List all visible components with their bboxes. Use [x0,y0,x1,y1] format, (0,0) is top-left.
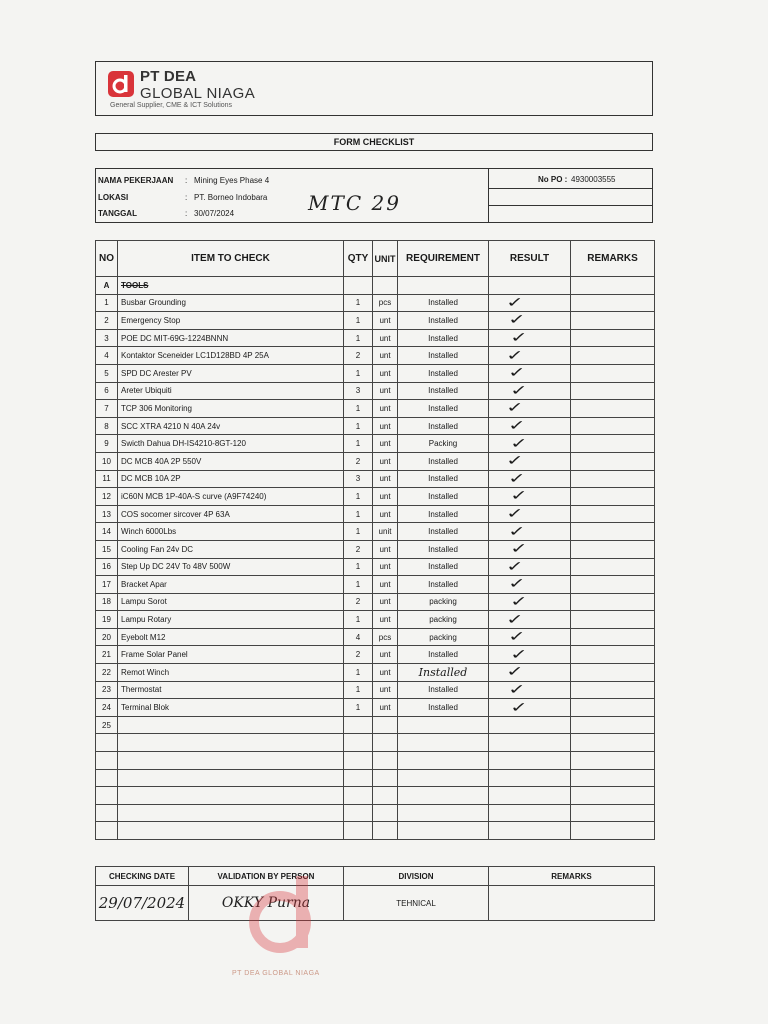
job-label: NAMA PEKERJAAN [98,176,174,185]
row-result [489,646,571,664]
row-qty: 1 [344,611,373,629]
row-result [489,664,571,682]
result-check-mark: ✓ [508,681,526,698]
row-no: 17 [96,576,118,594]
result-check-mark: ✓ [506,453,524,470]
table-row [96,716,655,734]
row-unit: unt [373,699,398,717]
row-no: 13 [96,505,118,523]
row-requirement: Installed [398,664,489,682]
row-item: Lampu Sorot [118,593,344,611]
row-qty: 2 [344,540,373,558]
date-label: TANGGAL [98,209,137,218]
validation-signature: OKKY Purna [189,886,344,921]
row-requirement: Packing [398,435,489,453]
result-check-mark: ✓ [506,611,524,628]
result-check-mark: ✓ [510,646,528,663]
row-no: 23 [96,681,118,699]
row-no: 18 [96,593,118,611]
table-row [96,435,655,453]
row-qty: 1 [344,699,373,717]
result-check-mark: ✓ [508,576,526,593]
row-no: 4 [96,347,118,365]
row-remarks [571,681,655,699]
row-remarks [571,400,655,418]
row-remarks [571,593,655,611]
company-tagline: General Supplier, CME & ICT Solutions [110,102,233,109]
row-no: 19 [96,611,118,629]
section-no: A [96,277,118,295]
row-remarks [571,417,655,435]
row-item: Lampu Rotary [118,611,344,629]
row-qty: 2 [344,593,373,611]
row-no: 12 [96,488,118,506]
row-qty: 1 [344,294,373,312]
row-requirement: Installed [398,681,489,699]
row-requirement: Installed [398,488,489,506]
row-no: 5 [96,364,118,382]
row-qty [344,716,373,734]
table-row [96,470,655,488]
header-no: NO [96,241,118,277]
table-row [96,294,655,312]
row-result [489,699,571,717]
row-unit: unt [373,452,398,470]
location-label: LOKASI [98,193,129,202]
row-result [489,558,571,576]
row-remarks [571,628,655,646]
row-result [489,452,571,470]
stamp-watermark-text: PT DEA GLOBAL NIAGA [232,970,320,977]
result-check-mark: ✓ [508,365,526,382]
row-result [489,505,571,523]
row-result [489,435,571,453]
row-item: Eyebolt M12 [118,628,344,646]
po-label: No PO : [538,175,568,184]
row-result [489,681,571,699]
row-item: DC MCB 10A 2P [118,470,344,488]
result-check-mark: ✓ [508,470,526,487]
handwritten-mtc-note: MTC 29 [308,191,401,215]
row-item: SPD DC Arester PV [118,364,344,382]
table-row [96,452,655,470]
row-unit: unt [373,347,398,365]
row-no: 3 [96,329,118,347]
result-check-mark: ✓ [510,382,528,399]
row-unit: unt [373,646,398,664]
row-qty: 2 [344,452,373,470]
row-item: Bracket Apar [118,576,344,594]
row-item: Areter Ubiquiti [118,382,344,400]
row-unit: unt [373,593,398,611]
info-hline [488,205,652,206]
row-unit: unt [373,312,398,330]
empty-row [96,804,655,822]
row-requirement: Installed [398,646,489,664]
validation-table [95,866,655,921]
row-unit: unt [373,329,398,347]
result-check-mark: ✓ [506,400,524,417]
row-remarks [571,488,655,506]
result-check-mark: ✓ [506,347,524,364]
validation-label: VALIDATION BY PERSON [189,867,344,886]
table-row [96,364,655,382]
empty-row [96,734,655,752]
row-qty: 1 [344,576,373,594]
table-row [96,329,655,347]
row-item: SCC XTRA 4210 N 40A 24v [118,417,344,435]
header-result: RESULT [489,241,571,277]
row-qty: 2 [344,347,373,365]
row-item: Frame Solar Panel [118,646,344,664]
row-result [489,347,571,365]
row-requirement: Installed [398,558,489,576]
row-remarks [571,435,655,453]
row-remarks [571,364,655,382]
table-row [96,382,655,400]
row-requirement: packing [398,611,489,629]
row-requirement [398,716,489,734]
row-unit: unt [373,505,398,523]
row-unit: unt [373,417,398,435]
row-unit: unt [373,576,398,594]
row-unit: unt [373,611,398,629]
row-remarks [571,294,655,312]
row-item: Remot Winch [118,664,344,682]
row-item: Step Up DC 24V To 48V 500W [118,558,344,576]
checking-date-label: CHECKING DATE [96,867,189,886]
row-result [489,716,571,734]
location-colon: : [185,193,188,202]
row-item: DC MCB 40A 2P 550V [118,452,344,470]
row-item [118,716,344,734]
row-remarks [571,699,655,717]
header-unit: UNIT [373,241,398,277]
row-item: Cooling Fan 24v DC [118,540,344,558]
empty-row [96,787,655,805]
row-unit: unt [373,558,398,576]
result-check-mark: ✓ [506,294,524,311]
row-result [489,400,571,418]
table-row [96,611,655,629]
row-result [489,488,571,506]
row-requirement: Installed [398,364,489,382]
row-result [489,294,571,312]
row-requirement: Installed [398,417,489,435]
row-qty: 1 [344,681,373,699]
row-item: Busbar Grounding [118,294,344,312]
row-unit: unit [373,523,398,541]
row-remarks [571,558,655,576]
row-qty: 3 [344,382,373,400]
row-requirement: packing [398,628,489,646]
validation-value-row [96,886,655,921]
row-no: 14 [96,523,118,541]
header-requirement: REQUIREMENT [398,241,489,277]
table-row [96,312,655,330]
row-result [489,576,571,594]
result-check-mark: ✓ [508,418,526,435]
result-check-mark: ✓ [506,558,524,575]
division-value: TEHNICAL [344,886,489,921]
table-row [96,576,655,594]
row-item: Swicth Dahua DH-IS4210-8GT-120 [118,435,344,453]
empty-row [96,769,655,787]
result-check-mark: ✓ [506,506,524,523]
row-requirement: Installed [398,382,489,400]
row-qty: 1 [344,488,373,506]
row-remarks [571,452,655,470]
row-qty: 2 [344,646,373,664]
row-result [489,540,571,558]
company-name: PT DEA [140,68,197,85]
row-unit: pcs [373,628,398,646]
row-requirement: Installed [398,470,489,488]
date-value: 30/07/2024 [194,209,235,218]
row-unit: unt [373,364,398,382]
table-row [96,646,655,664]
row-unit: unt [373,435,398,453]
row-qty: 1 [344,417,373,435]
table-row [96,347,655,365]
table-row [96,488,655,506]
table-row [96,628,655,646]
table-row [96,664,655,682]
row-unit: unt [373,382,398,400]
stamp-watermark-icon [240,870,320,970]
row-no: 10 [96,452,118,470]
table-row [96,523,655,541]
row-qty: 1 [344,364,373,382]
row-remarks [571,329,655,347]
row-remarks [571,664,655,682]
row-unit [373,716,398,734]
table-row [96,540,655,558]
row-qty: 3 [344,470,373,488]
date-colon: : [185,209,188,218]
row-no: 21 [96,646,118,664]
result-check-mark: ✓ [510,330,528,347]
info-divider [488,169,489,222]
row-remarks [571,312,655,330]
table-row [96,400,655,418]
row-item: COS socomer sircover 4P 63A [118,505,344,523]
empty-row [96,822,655,840]
row-qty: 1 [344,400,373,418]
result-check-mark: ✓ [508,312,526,329]
row-result [489,611,571,629]
table-row [96,417,655,435]
row-no: 20 [96,628,118,646]
row-item: Thermostat [118,681,344,699]
row-unit: unt [373,664,398,682]
row-result [489,470,571,488]
row-unit: unt [373,400,398,418]
row-qty: 1 [344,329,373,347]
row-no: 6 [96,382,118,400]
footer-remarks-label: REMARKS [489,867,655,886]
result-check-mark: ✓ [508,523,526,540]
table-header-row [96,241,655,277]
row-requirement: Installed [398,312,489,330]
row-item: Winch 6000Lbs [118,523,344,541]
empty-row [96,752,655,770]
row-qty: 4 [344,628,373,646]
row-unit: unt [373,681,398,699]
row-no: 2 [96,312,118,330]
header-qty: QTY [344,241,373,277]
row-requirement: Installed [398,540,489,558]
checklist-table [95,240,655,840]
location-value: PT. Borneo Indobara [194,193,268,202]
table-row [96,593,655,611]
row-no: 15 [96,540,118,558]
job-info [95,168,653,223]
row-result [489,628,571,646]
result-check-mark: ✓ [510,593,528,610]
row-no: 8 [96,417,118,435]
company-header [95,61,653,116]
row-no: 7 [96,400,118,418]
row-no: 24 [96,699,118,717]
row-requirement: Installed [398,329,489,347]
row-remarks [571,611,655,629]
row-requirement: Installed [398,347,489,365]
row-unit: pcs [373,294,398,312]
row-result [489,364,571,382]
header-remarks: REMARKS [571,241,655,277]
row-no: 25 [96,716,118,734]
row-requirement: Installed [398,452,489,470]
row-result [489,593,571,611]
result-check-mark: ✓ [510,541,528,558]
row-requirement: packing [398,593,489,611]
row-remarks [571,505,655,523]
row-remarks [571,716,655,734]
result-check-mark: ✓ [510,488,528,505]
row-item: Kontaktor Sceneider LC1D128BD 4P 25A [118,347,344,365]
row-result [489,329,571,347]
division-label: DIVISION [344,867,489,886]
section-row [96,277,655,295]
company-name-sub: GLOBAL NIAGA [140,85,256,102]
row-unit: unt [373,540,398,558]
form-title: FORM CHECKLIST [95,133,653,151]
row-qty: 1 [344,312,373,330]
row-requirement: Installed [398,699,489,717]
row-requirement: Installed [398,294,489,312]
row-item: Emergency Stop [118,312,344,330]
row-remarks [571,523,655,541]
table-row [96,681,655,699]
checking-date-value: 29/07/2024 [96,886,189,921]
job-value: Mining Eyes Phase 4 [194,176,270,185]
result-check-mark: ✓ [506,664,524,681]
validation-header-row [96,867,655,886]
table-row [96,505,655,523]
job-colon: : [185,176,188,185]
result-check-mark: ✓ [508,629,526,646]
section-label: TOOLS [118,277,344,295]
row-item: Terminal Blok [118,699,344,717]
row-unit: unt [373,470,398,488]
row-item: TCP 306 Monitoring [118,400,344,418]
row-remarks [571,470,655,488]
row-requirement: Installed [398,505,489,523]
row-qty: 1 [344,664,373,682]
header-item: ITEM TO CHECK [118,241,344,277]
row-requirement: Installed [398,400,489,418]
row-no: 1 [96,294,118,312]
company-logo-icon [108,71,134,97]
row-qty: 1 [344,505,373,523]
row-qty: 1 [344,558,373,576]
row-item: iC60N MCB 1P-40A-S curve (A9F74240) [118,488,344,506]
row-remarks [571,540,655,558]
row-no: 16 [96,558,118,576]
row-result [489,417,571,435]
row-remarks [571,382,655,400]
info-hline [488,188,652,189]
po-number: 4930003555 [571,175,616,184]
row-qty: 1 [344,435,373,453]
table-row [96,699,655,717]
row-result [489,523,571,541]
row-no: 9 [96,435,118,453]
row-requirement: Installed [398,576,489,594]
row-qty: 1 [344,523,373,541]
row-result [489,382,571,400]
row-result [489,312,571,330]
table-row [96,558,655,576]
result-check-mark: ✓ [510,699,528,716]
row-requirement: Installed [398,523,489,541]
row-no: 11 [96,470,118,488]
row-remarks [571,347,655,365]
row-unit: unt [373,488,398,506]
row-remarks [571,576,655,594]
row-remarks [571,646,655,664]
row-item: POE DC MIT-69G-1224BNNN [118,329,344,347]
result-check-mark: ✓ [510,435,528,452]
row-no: 22 [96,664,118,682]
